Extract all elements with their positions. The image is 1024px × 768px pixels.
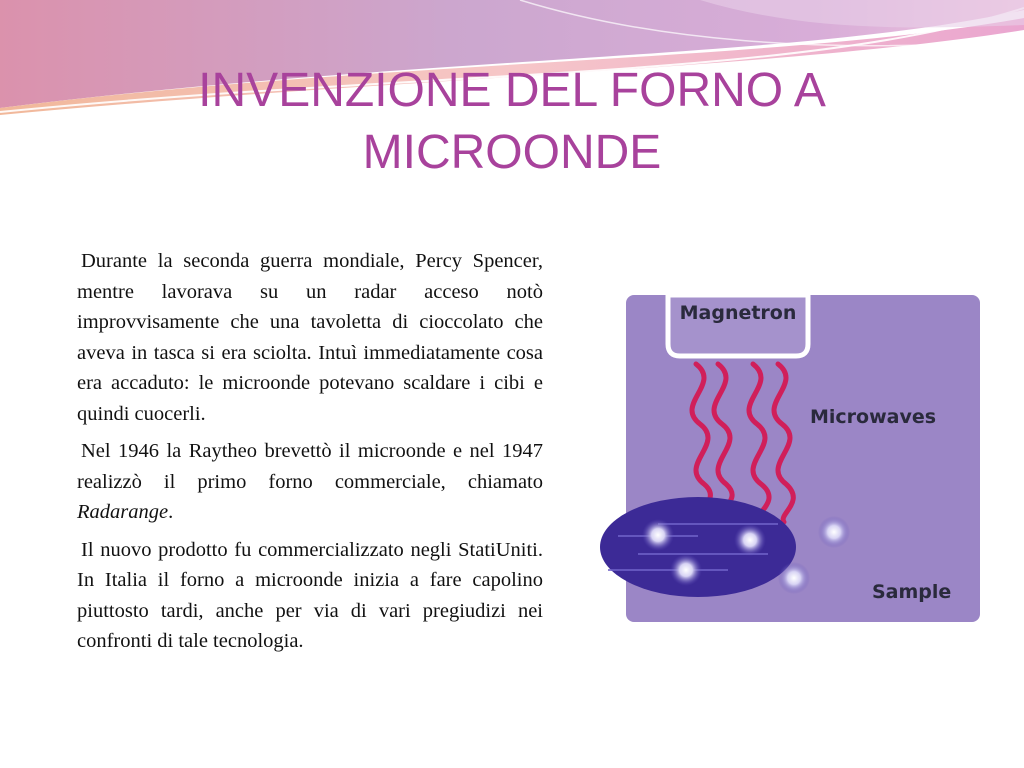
paragraph-2-text: Nel 1946 la Raytheo brevettò il microonde e nel 1947 realizzò il primo forno commerciale, chiamato (77, 440, 543, 493)
paragraph-3-line-1: Il nuovo prodotto fu commercializzato negli StatiUniti. (81, 538, 543, 561)
paragraph-2-end: . (168, 501, 174, 523)
paragraph-2 (77, 436, 543, 528)
page-title: INVENZIONE DEL FORNO A MICROONDE (198, 64, 826, 179)
microwaves-label: Microwaves (810, 406, 937, 428)
paragraph-1: Durante la seconda guerra mondiale, Percy Spencer, mentre lavorava su un radar acceso notò improvvisamente che una tavoletta di cioccolato che aveva in tasca si era sciolta. Intuì immediatamente cosa era accaduto: le microonde potevano scaldare i cibi e quindi cuocerli. (77, 250, 543, 425)
sample-disc (600, 497, 796, 597)
radarange-term: Radarange (77, 501, 169, 523)
paragraph-3-line-2: In Italia il forno a microonde inizia a fare capolino piuttosto tardi, anche per via di vari pregiudizi nei confronti di tale tecnologia. (77, 569, 543, 652)
microwave-diagram (598, 292, 982, 624)
body-text (77, 246, 543, 664)
magnetron-label: Magnetron (679, 302, 797, 324)
sample-label: Sample (872, 581, 952, 603)
